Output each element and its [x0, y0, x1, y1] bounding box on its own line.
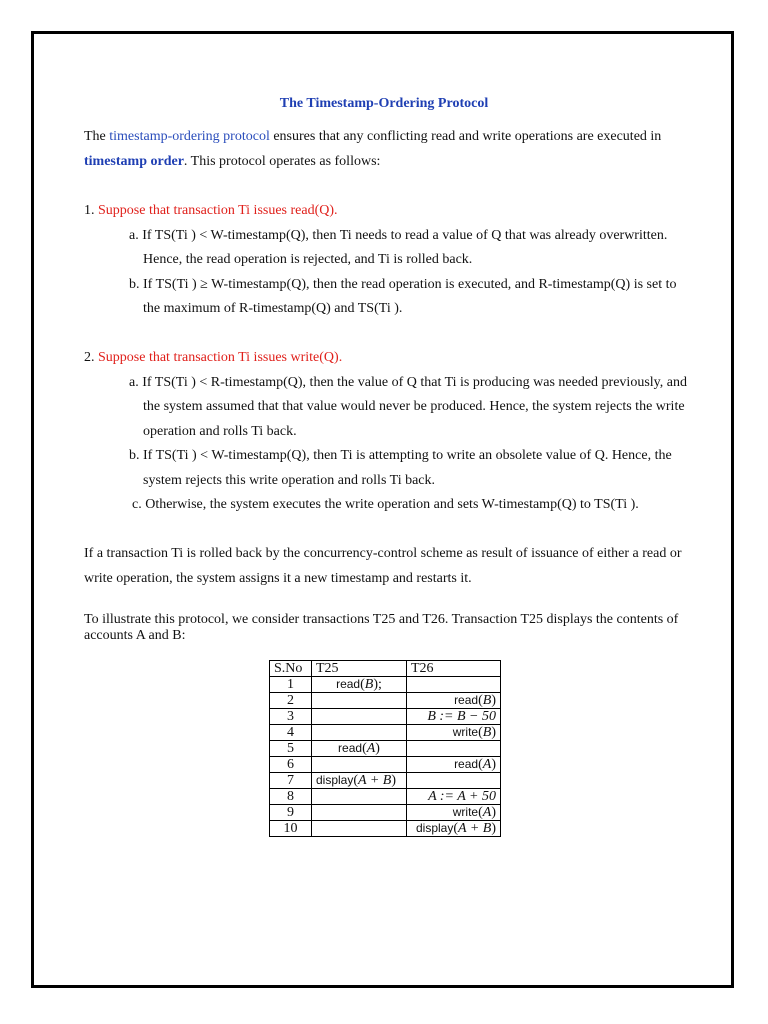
cell-t25-operation: read [338, 741, 363, 755]
rule2-b-line-2: system rejects this write operation and rolls Ti back. [143, 473, 436, 488]
cell-t26-operation: read [454, 757, 479, 771]
table-row [270, 789, 501, 805]
rollback-line-2: write operation, the system assigns it a new timestamp and restarts it. [84, 571, 472, 586]
cell-sno: 5 [270, 741, 312, 757]
table-row [270, 821, 501, 837]
cell-t26-variable: B [482, 693, 492, 708]
rule1-b-line-1: b. If TS(Ti ) ≥ W-timestamp(Q), then the read operation is executed, and R-timestamp(Q) is set to [129, 277, 677, 292]
cell-t26 [407, 773, 501, 789]
illustrate-line-2: accounts A and B: [84, 628, 186, 643]
cell-t26 [407, 709, 501, 725]
header-sno: S.No [270, 661, 312, 677]
table-row [270, 709, 501, 725]
cell-t25-operation: display [316, 773, 354, 787]
cell-t25: display(A + B) [312, 773, 407, 789]
cell-t25: read(A) [312, 741, 407, 757]
intro-prefix: The [84, 129, 110, 144]
cell-t26-operation: write [452, 805, 479, 819]
cell-t26: write(B) [407, 725, 501, 741]
cell-t26-variable: A [482, 757, 492, 772]
table-row [270, 725, 501, 741]
cell-t26: display(A + B) [407, 821, 501, 837]
cell-t26-operation: write [452, 725, 479, 739]
rule2-a-line-2: the system assumed that that value would never be produced. Hence, the system rejects the write [143, 399, 685, 414]
rule2-number: 2. [84, 350, 98, 365]
cell-t26-variable: A + B [458, 821, 492, 836]
cell-t25 [312, 709, 407, 725]
intro-line-1 [84, 128, 661, 146]
cell-sno: 6 [270, 757, 312, 773]
cell-t26 [407, 741, 501, 757]
cell-t25-operation: read [336, 677, 361, 691]
cell-t26-variable: B [482, 725, 492, 740]
intro-term: timestamp-ordering protocol [109, 129, 270, 144]
rule1-a-line-2: Hence, the read operation is rejected, and Ti is rolled back. [143, 252, 473, 267]
cell-sno: 4 [270, 725, 312, 741]
cell-t25-variable: B [364, 677, 374, 692]
table-row [270, 757, 501, 773]
rule1-heading-text: Suppose that transaction Ti issues read(Q). [98, 203, 338, 218]
cell-t25-tail: ; [378, 677, 382, 692]
cell-t26: read(A) [407, 757, 501, 773]
table-row [270, 805, 501, 821]
cell-t26-operation: read [454, 693, 479, 707]
cell-t25-variable: A + B [358, 773, 392, 788]
cell-t26 [407, 789, 501, 805]
cell-t25 [312, 693, 407, 709]
intro-line-2 [84, 153, 380, 171]
cell-t25 [312, 805, 407, 821]
rule1-number: 1. [84, 203, 98, 218]
rule2-heading [84, 349, 342, 367]
rollback-line-1: If a transaction Ti is rolled back by the concurrency-control scheme as result of issuance of either a read or [84, 546, 682, 561]
rule2-a-line-3: operation and rolls Ti back. [143, 424, 297, 439]
cell-sno: 3 [270, 709, 312, 725]
cell-t26: read(B) [407, 693, 501, 709]
cell-sno: 1 [270, 677, 312, 693]
cell-t25 [312, 725, 407, 741]
cell-sno: 9 [270, 805, 312, 821]
cell-t25 [312, 789, 407, 805]
table-header-row [270, 661, 501, 677]
cell-t25-variable: A [366, 741, 376, 756]
cell-t25 [312, 821, 407, 837]
cell-sno: 10 [270, 821, 312, 837]
intro-emphasis: timestamp order [84, 154, 184, 169]
cell-t26-variable: A [482, 805, 492, 820]
rule1-heading [84, 202, 338, 220]
header-t26: T26 [407, 661, 501, 677]
intro-middle: ensures that any conflicting read and write operations are executed in [269, 129, 662, 144]
rule2-c-line-1: c. Otherwise, the system executes the write operation and sets W-timestamp(Q) to TS(Ti ). [132, 497, 639, 512]
cell-t26 [407, 677, 501, 693]
table-row [270, 677, 501, 693]
rule2-b-line-1: b. If TS(Ti ) < W-timestamp(Q), then Ti is attempting to write an obsolete value of Q. Hence, the [129, 448, 672, 463]
illustrate-line-1: To illustrate this protocol, we consider transactions T25 and T26. Transaction T25 displays the contents of [84, 612, 679, 627]
rule2-heading-text: Suppose that transaction Ti issues write(Q). [98, 350, 343, 365]
intro-suffix: . This protocol operates as follows: [183, 154, 381, 169]
table-row [270, 741, 501, 757]
cell-t25 [312, 757, 407, 773]
rule1-a-line-1: a. If TS(Ti ) < W-timestamp(Q), then Ti needs to read a value of Q that was already overwritten. [129, 228, 668, 243]
cell-sno: 8 [270, 789, 312, 805]
cell-t25: read(B); [312, 677, 407, 693]
header-t25: T25 [312, 661, 407, 677]
cell-t26-operation: display [415, 821, 454, 835]
page-title: The Timestamp-Ordering Protocol [279, 96, 489, 111]
cell-t26: write(A) [407, 805, 501, 821]
rule1-b-line-2: the maximum of R-timestamp(Q) and TS(Ti ). [143, 301, 403, 316]
cell-t26-expression: A := A + 50 [428, 789, 496, 804]
cell-t26-expression: B := B − 50 [427, 709, 496, 724]
cell-sno: 7 [270, 773, 312, 789]
cell-sno: 2 [270, 693, 312, 709]
table-row [270, 773, 501, 789]
table-row [270, 693, 501, 709]
schedule-table [269, 660, 501, 837]
rule2-a-line-1: a. If TS(Ti ) < R-timestamp(Q), then the value of Q that Ti is producing was needed previously, and [129, 375, 687, 390]
